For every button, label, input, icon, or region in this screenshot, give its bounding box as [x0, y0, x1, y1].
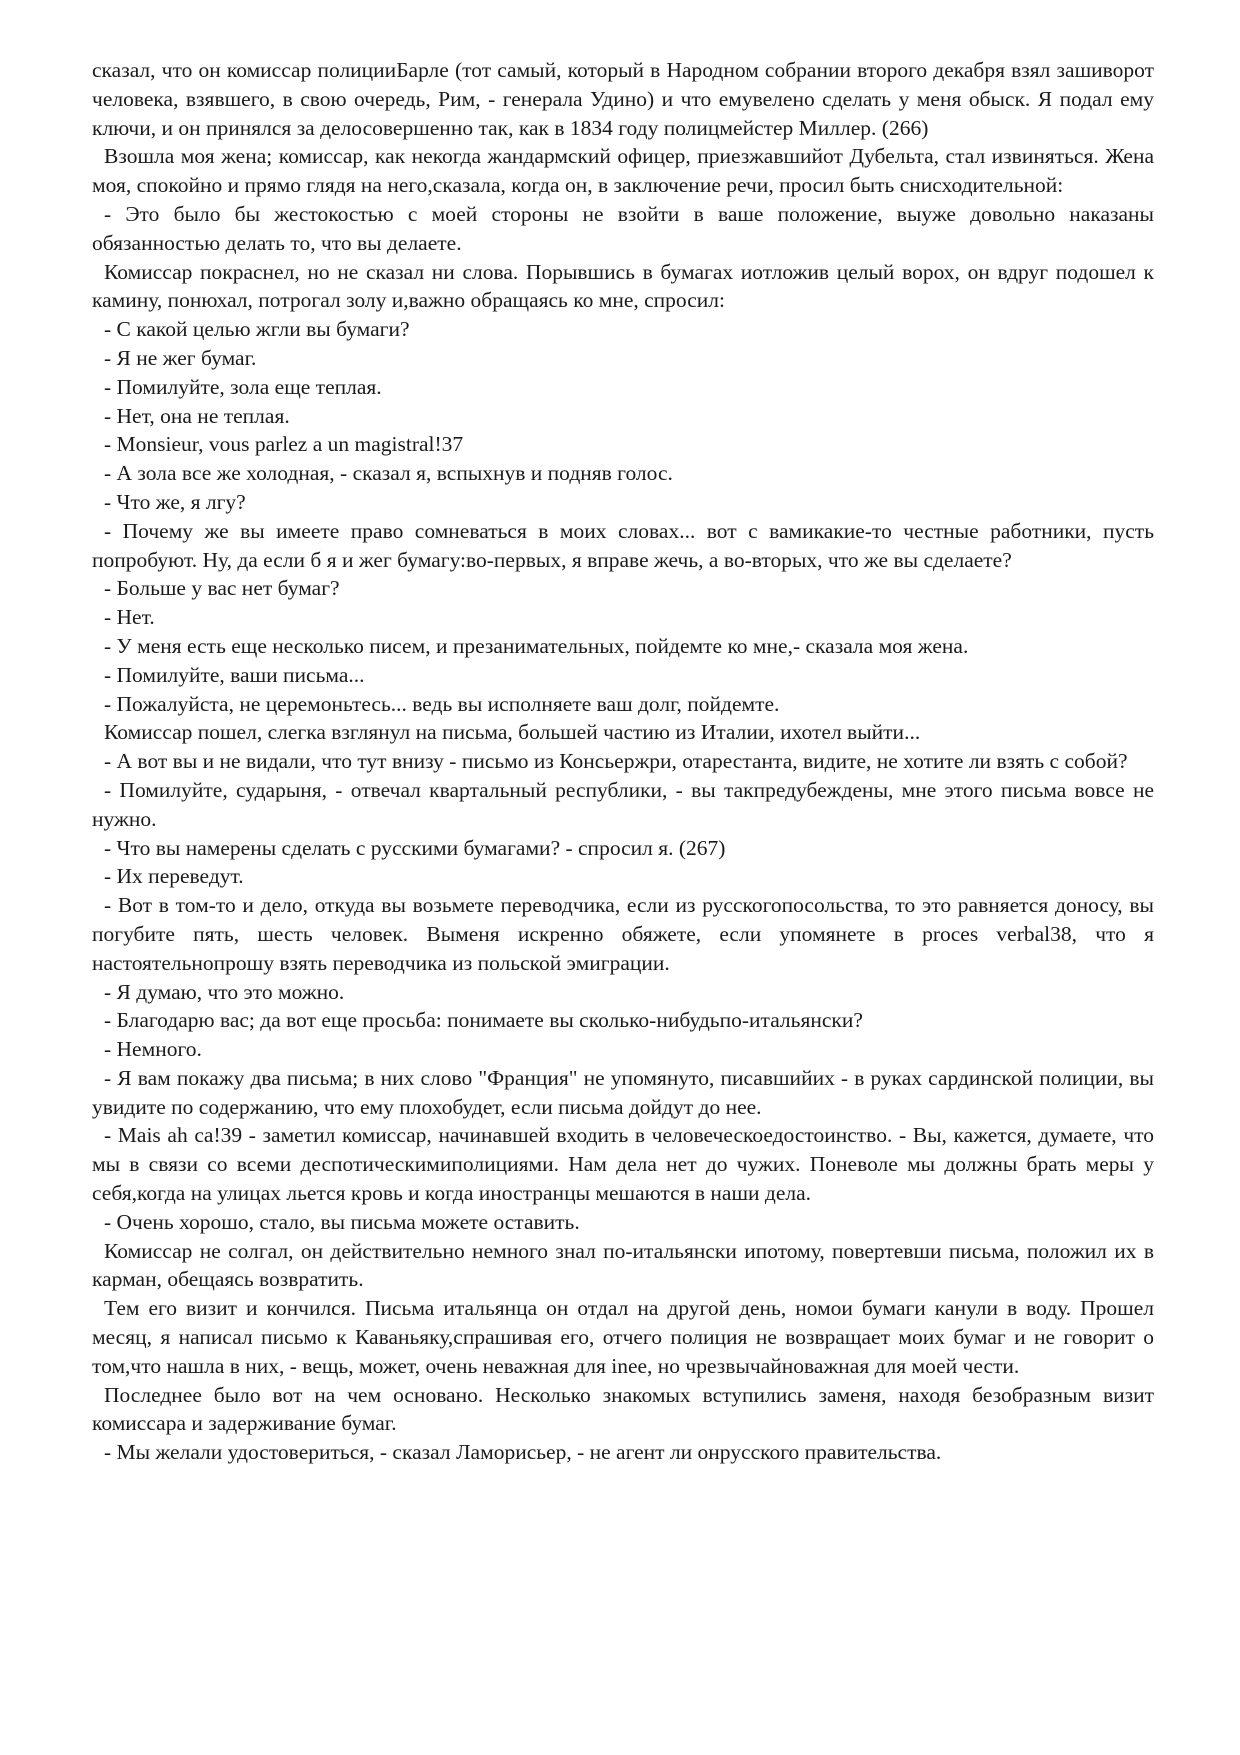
paragraph: - Monsieur, vous parlez a un magistral!37: [104, 432, 464, 457]
document-page: [92, 56, 1154, 1467]
paragraph: - Я думаю, что это можно.: [104, 979, 345, 1004]
paragraph: - Я вам покажу два письма; в них слово "Франция" не упомянуто, писавшийих - в руках сардинской полиции, вы увидите по содержанию, что ему плохобудет, если письма дойдут до нее.: [92, 1065, 1154, 1119]
paragraph: - Пожалуйста, не церемоньтесь... ведь вы исполняете ваш долг, пойдемте.: [104, 691, 780, 716]
paragraph: Тем его визит и кончился. Письма итальянца он отдал на другой день, номои бумаги канули в воду. Прошел месяц, я написал письмо к Каваньяку,спрашивая его, отчего полиция не возвращает моих бумаг и не говорит о том,что нашла в них, - вещь, может, очень неважная для inee, но чрезвычайноважная для моей чести.: [92, 1296, 1154, 1378]
paragraph: - Их переведут.: [104, 864, 244, 889]
paragraph: - С какой целью жгли вы бумаги?: [104, 317, 410, 342]
paragraph: - Помилуйте, зола еще теплая.: [104, 374, 382, 399]
paragraph: - Мы желали удостовериться, - сказал Ламорисьер, - не агент ли онрусского правительства.: [104, 1440, 942, 1465]
paragraph: - Помилуйте, ваши письма...: [104, 662, 365, 687]
paragraph: - А вот вы и не видали, что тут внизу - письмо из Консьержри, отарестанта, видите, не хотите ли взять с собой?: [104, 749, 1128, 774]
paragraph: Комиссар пошел, слегка взглянул на письма, большей частию из Италии, ихотел выйти...: [104, 720, 921, 745]
paragraph: Комиссар покраснел, но не сказал ни слова. Порывшись в бумагах иотложив целый ворох, он вдруг подошел к камину, понюхал, потрогал золу и,важно обращаясь ко мне, спросил:: [92, 259, 1154, 313]
paragraph: - Нет, она не теплая.: [104, 403, 290, 428]
paragraph: - Очень хорошо, стало, вы письма можете оставить.: [104, 1209, 580, 1234]
paragraph: Комиссар не солгал, он действительно немного знал по-итальянски ипотому, повертевши письма, положил их в карман, обещаясь возвратить.: [92, 1238, 1154, 1292]
paragraph: - Mais ah ca!39 - заметил комиссар, начинавшей входить в человеческоедостоинство. - Вы, кажется, думаете, что мы в связи со всеми деспотическимиполициями. Нам дела нет до чужих. Поневоле мы должны брать меры у себя,когда на улицах льется кровь и когда иностранцы мешаются в наши дела.: [92, 1123, 1154, 1206]
paragraph: - Это было бы жестокостью с моей стороны не взойти в ваше положение, выуже довольно наказаны обязанностью делать то, что вы делаете.: [92, 201, 1154, 255]
paragraph: - Благодарю вас; да вот еще просьба: понимаете вы сколько-нибудьпо-итальянски?: [104, 1008, 863, 1033]
paragraph: - Нет.: [104, 605, 155, 630]
paragraph: сказал, что он комиссар полицииБарле (тот самый, который в Народном собрании второго декабря взял зашиворот человека, взявшего, в свою очередь, Рим, - генерала Удино) и что емувелено сделать у меня обыск. Я подал ему ключи, и он принялся за делосовершенно так, как в 1834 году полицмейстер Миллер. (266): [92, 58, 1154, 140]
paragraph: - Что вы намерены сделать с русскими бумагами? - спросил я. (267): [104, 835, 726, 860]
paragraph: - Я не жег бумаг.: [104, 345, 257, 370]
paragraph: - Больше у вас нет бумаг?: [104, 576, 340, 601]
paragraph: - Вот в том-то и дело, откуда вы возьмете переводчика, если из русскогопосольства, то это равняется доносу, вы погубите пять, шесть человек. Выменя искренно обяжете, если упомянете в proces verbal38, что я настоятельнопрошу взять переводчика из польской эмиграции.: [92, 893, 1154, 975]
paragraph: - У меня есть еще несколько писем, и презанимательных, пойдемте ко мне,- сказала моя жена.: [104, 633, 969, 658]
paragraph: - Почему же вы имеете право сомневаться в моих словах... вот с вамикакие-то честные работники, пусть попробуют. Ну, да если б я и жег бумагу:во-первых, я вправе жечь, а во-вторых, что же вы сделаете?: [92, 518, 1154, 572]
paragraph: - А зола все же холодная, - сказал я, вспыхнув и подняв голос.: [104, 461, 673, 486]
paragraph: Взошла моя жена; комиссар, как некогда жандармский офицер, приезжавшийот Дубельта, стал извиняться. Жена моя, спокойно и прямо глядя на него,сказала, когда он, в заключение речи, просил быть снисходительной:: [92, 144, 1154, 198]
paragraph: Последнее было вот на чем основано. Несколько знакомых вступились заменя, находя безобразным визит комиссара и задерживание бумаг.: [92, 1382, 1154, 1436]
paragraph: - Помилуйте, сударыня, - отвечал квартальный республики, - вы такпредубеждены, мне этого письма вовсе не нужно.: [92, 777, 1154, 831]
paragraph: - Что же, я лгу?: [104, 489, 246, 514]
paragraph: - Немного.: [104, 1037, 202, 1062]
